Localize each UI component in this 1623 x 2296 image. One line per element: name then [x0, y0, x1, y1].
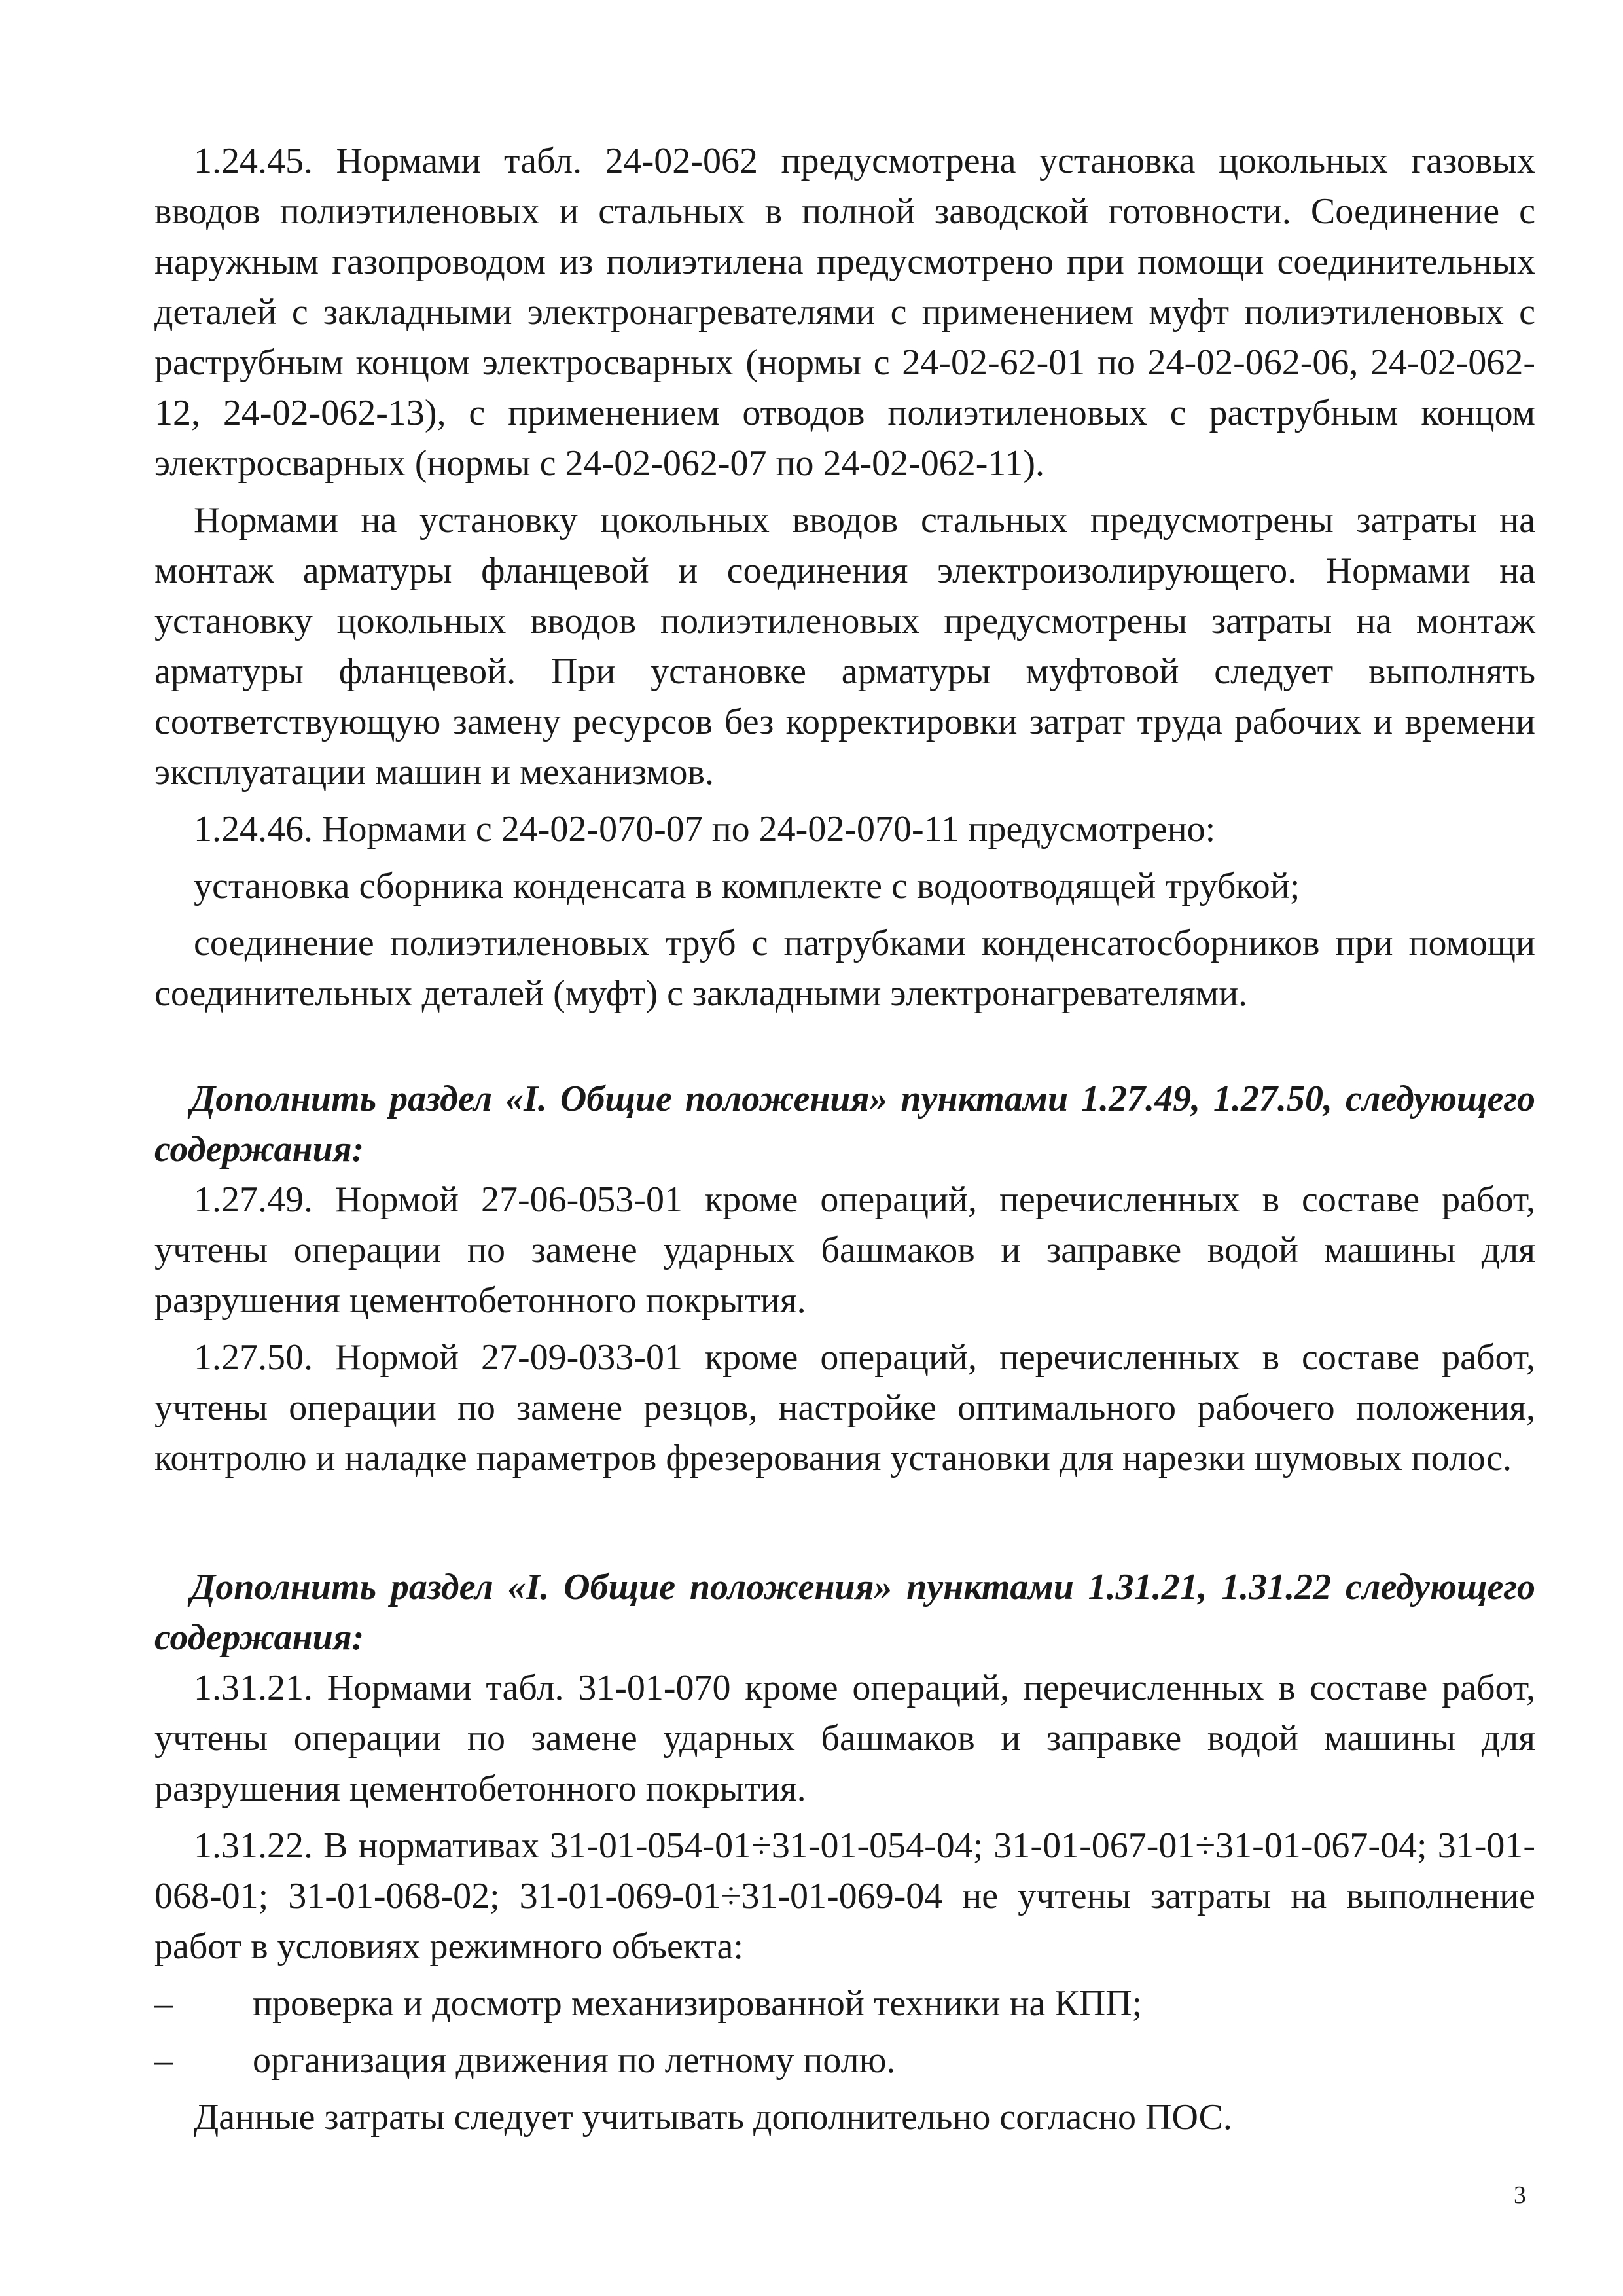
list-item — [154, 1979, 1535, 2029]
paragraph-1-27-49: 1.27.49. Нормой 27-06-053-01 кроме операций, перечисленных в составе работ, учтены операции по замене ударных башмаков и заправке водой машины для разрушения цементобетонного покрытия. — [154, 1179, 1535, 1321]
document-page — [154, 136, 1535, 2149]
list-item-text: организация движения по летному полю. — [253, 2040, 896, 2081]
list-dash: – — [154, 2040, 173, 2081]
section-heading-1-27: Дополнить раздел «I. Общие положения» пунктами 1.27.49, 1.27.50, следующего содержания: — [154, 1079, 1535, 1170]
section-heading-1-31: Дополнить раздел «I. Общие положения» пунктами 1.31.21, 1.31.22 следующего содержания: — [154, 1567, 1535, 1658]
paragraph-inlet-costs: Нормами на установку цокольных вводов стальных предусмотрены затраты на монтаж арматуры фланцевой и соединения электроизолирующего. Нормами на установку цокольных вводов полиэтиленовых предусмотрены затраты на монтаж арматуры фланцевой. При установке арматуры муфтовой следует выполнять соответствующую замену ресурсов без корректировки затрат труда рабочих и времени эксплуатации машин и механизмов. — [154, 500, 1535, 793]
paragraph-1-27-50: 1.27.50. Нормой 27-09-033-01 кроме операций, перечисленных в составе работ, учтены операции по замене резцов, настройке оптимального рабочего положения, контролю и наладке параметров фрезерования установки для нарезки шумовых полос. — [154, 1337, 1535, 1479]
page-number: 3 — [1514, 2181, 1526, 2209]
paragraph-additional-costs: Данные затраты следует учитывать дополнительно согласно ПОС. — [194, 2097, 1232, 2138]
paragraph-1-31-21: 1.31.21. Нормами табл. 31-01-070 кроме операций, перечисленных в составе работ, учтены операции по замене ударных башмаков и заправке водой машины для разрушения цементобетонного покрытия. — [154, 1668, 1535, 1809]
paragraph-condensate-collector: установка сборника конденсата в комплекте с водоотводящей трубкой; — [194, 866, 1300, 906]
paragraph-1-31-22: 1.31.22. В нормативах 31-01-054-01÷31-01-054-04; 31-01-067-01÷31-01-067-04; 31-01-068-01; 31-01-068-02; 31-01-069-01÷31-01-069-04 не учтены затраты на выполнение работ в условиях режимного объекта: — [154, 1825, 1535, 1967]
list-item — [154, 2036, 1535, 2086]
paragraph-1-24-45: 1.24.45. Нормами табл. 24-02-062 предусмотрена установка цокольных газовых вводов полиэтиленовых и стальных в полной заводской готовности. Соединение с наружным газопроводом из полиэтилена предусмотрено при помощи соединительных деталей с закладными электронагревателями с применением муфт полиэтиленовых с раструбным концом электросварных (нормы с 24-02-62-01 по 24-02-062-06, 24-02-062-12, 24-02-062-13), с применением отводов полиэтиленовых с раструбным концом электросварных (нормы с 24-02-062-07 по 24-02-062-11). — [154, 141, 1535, 484]
list-dash: – — [154, 1983, 173, 2024]
paragraph-1-24-46: 1.24.46. Нормами с 24-02-070-07 по 24-02-070-11 предусмотрено: — [194, 809, 1216, 850]
list-item-text: проверка и досмотр механизированной техники на КПП; — [253, 1983, 1143, 2024]
paragraph-pipe-connection: соединение полиэтиленовых труб с патрубками конденсатосборников при помощи соединительных деталей (муфт) с закладными электронагревателями. — [154, 923, 1535, 1014]
